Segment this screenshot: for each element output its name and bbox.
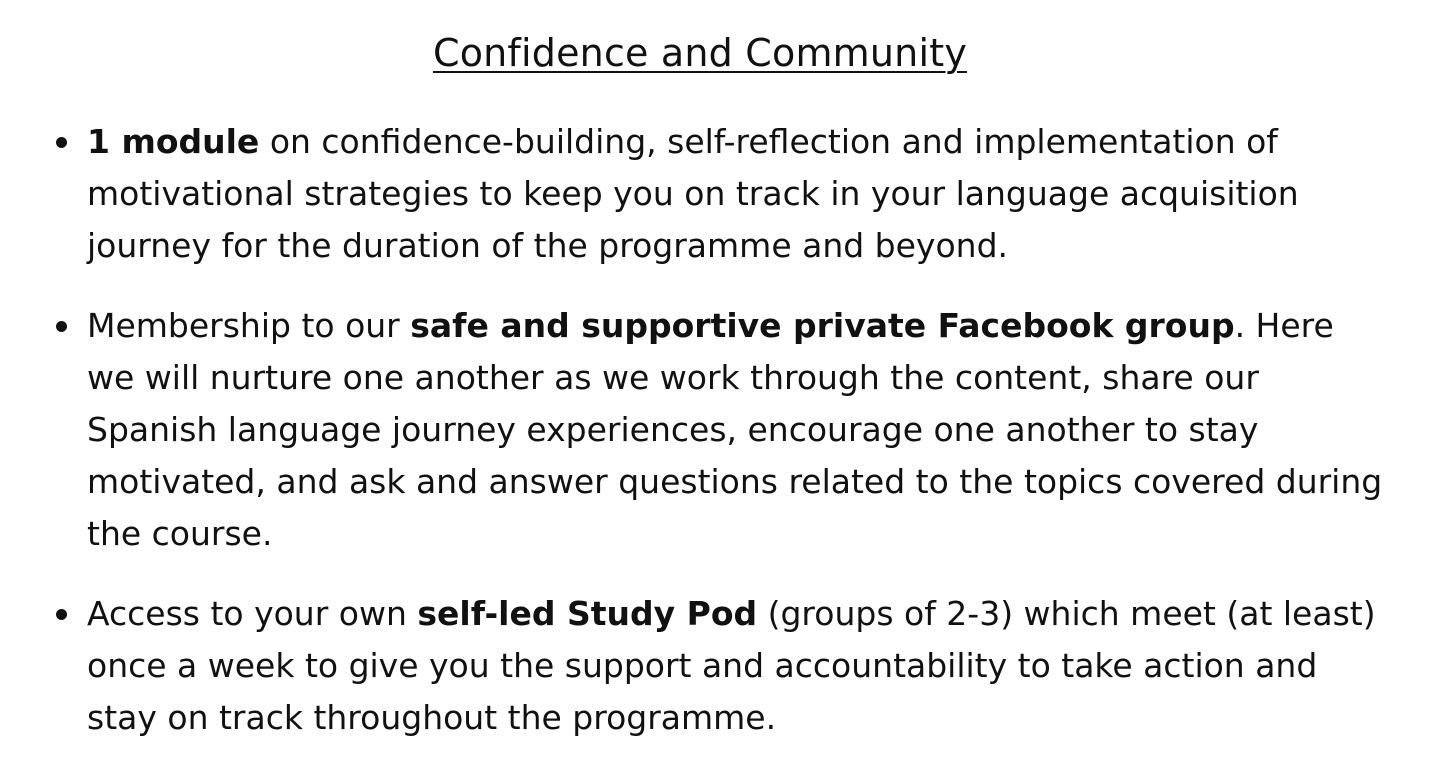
page-title: Confidence and Community: [432, 31, 968, 75]
item-text-before: Access to your own: [87, 594, 418, 633]
list-item-text: [87, 122, 1299, 265]
item-text-after: on confidence-building, self-reflection and implementation of motivational strategies to keep you on track in your language acquisition journey for the duration of the programme and beyond.: [87, 122, 1299, 265]
item-text-after: . Here we will nurture one another as we work through the content, share our Spanish language journey experiences, encourage one another to stay motivated, and ask and answer questions related to the topics covered during the course.: [87, 306, 1383, 553]
list-item-facebook-group: [0, 300, 1400, 560]
bullet-icon: [56, 137, 67, 148]
bullet-icon: [56, 609, 67, 620]
bold-lead: 1 module: [87, 122, 260, 161]
list-item-module: [0, 116, 1400, 272]
list-item-text: [87, 306, 1382, 553]
list-item-text: [87, 594, 1376, 737]
feature-list: [0, 116, 1400, 744]
item-text-before: Membership to our: [87, 306, 411, 345]
list-item-study-pod: [0, 588, 1400, 744]
bullet-icon: [56, 321, 67, 332]
item-text-after: (groups of 2-3) which meet (at least) once a week to give you the support and accountability to take action and stay on track throughout the programme.: [87, 594, 1376, 737]
bold-phrase: safe and supportive private Facebook group: [410, 306, 1235, 345]
bold-phrase: self-led Study Pod: [417, 594, 758, 633]
